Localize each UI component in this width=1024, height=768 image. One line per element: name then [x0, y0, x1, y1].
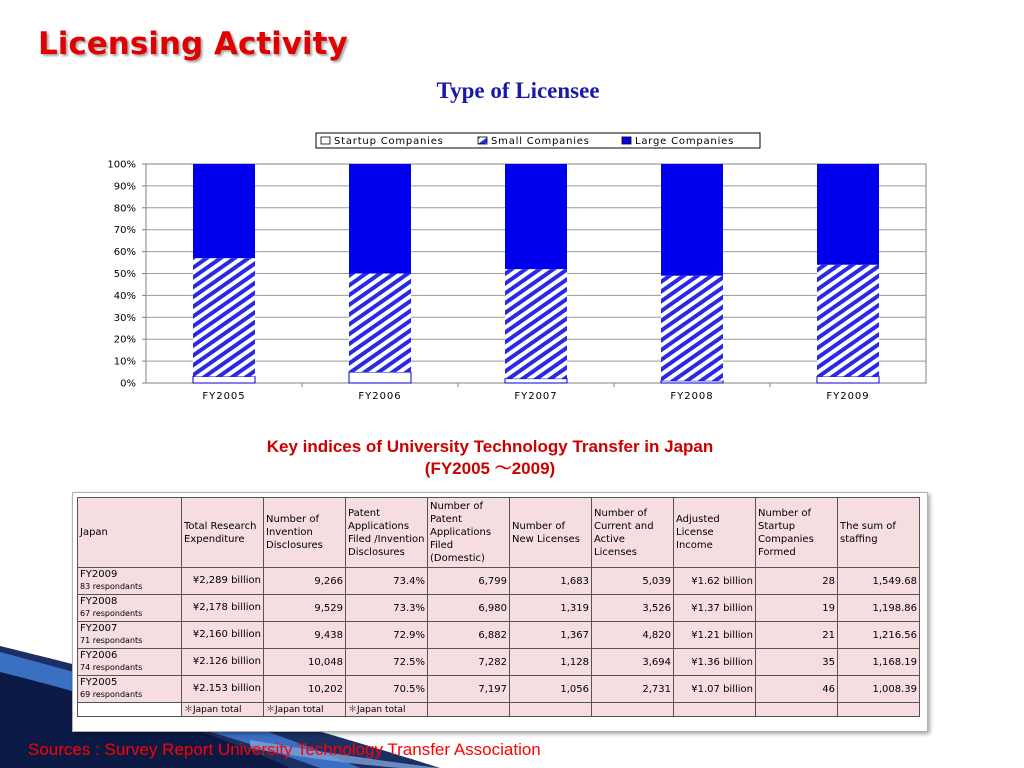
x-tick-label: FY2009	[826, 391, 870, 402]
legend-label: Startup Companies	[334, 136, 444, 147]
row-year: FY2009	[80, 569, 118, 580]
row-respondents: 67 respondents	[80, 609, 143, 618]
startups-cell: 35	[756, 649, 838, 676]
x-tick-label: FY2007	[514, 391, 558, 402]
header-cell: Adjusted License Income	[674, 498, 756, 568]
row-year: FY2007	[80, 623, 118, 634]
table-row	[78, 676, 920, 703]
staffing-cell: 1,168.19	[838, 649, 920, 676]
y-tick-label: 40%	[113, 290, 136, 302]
row-header	[78, 649, 182, 676]
table-footnote-row	[78, 703, 920, 717]
footnote-cell: ＊Japan total	[346, 703, 428, 717]
table-row	[78, 595, 920, 622]
header-cell: Number of Invention Disclosures	[264, 498, 346, 568]
row-header	[78, 595, 182, 622]
row-year: FY2005	[80, 677, 118, 688]
x-tick-label: FY2008	[670, 391, 714, 402]
table-row	[78, 622, 920, 649]
table-title-line1: Key indices of University Technology Transfer in Japan	[266, 437, 714, 456]
expenditure-cell: ¥2.126 billion	[182, 649, 264, 676]
row-header	[78, 568, 182, 595]
row-header	[78, 676, 182, 703]
header-cell: Number of Current and Active Licenses	[592, 498, 674, 568]
y-tick-label: 90%	[113, 181, 136, 193]
header-cell: Japan	[78, 498, 182, 568]
patents-cell: 6,980	[428, 595, 510, 622]
row-respondents: 69 respondants	[80, 690, 143, 699]
disclosures-cell: 10,048	[264, 649, 346, 676]
disclosures-cell: 9,438	[264, 622, 346, 649]
income-cell: ¥1.62 billion	[674, 568, 756, 595]
y-tick-label: 50%	[113, 269, 136, 280]
row-respondents: 71 respondants	[80, 636, 143, 645]
ratio-cell: 72.9%	[346, 622, 428, 649]
y-tick-label: 10%	[113, 356, 136, 368]
header-cell: Patent Applications Filed /Invention Disclosures	[346, 498, 428, 568]
active-licenses-cell: 3,694	[592, 649, 674, 676]
y-tick-label: 100%	[107, 159, 136, 171]
header-cell: Number of Patent Applications Filed (Domestic)	[428, 498, 510, 568]
staffing-cell: 1,216.56	[838, 622, 920, 649]
row-respondents: 74 respondants	[80, 663, 143, 672]
footnote-cell: ＊Japan total	[182, 703, 264, 717]
y-tick-label: 30%	[113, 312, 136, 324]
active-licenses-cell: 3,526	[592, 595, 674, 622]
staffing-cell: 1,008.39	[838, 676, 920, 703]
new-licenses-cell: 1,367	[510, 622, 592, 649]
y-tick-label: 80%	[113, 203, 136, 215]
table-title-line2: (FY2005 ～2009)	[424, 459, 556, 478]
sources-note: Sources : Survey Report University Technology Transfer Association	[28, 740, 541, 759]
active-licenses-cell: 2,731	[592, 676, 674, 703]
footnote-empty	[674, 703, 756, 717]
chart-title: Type of Licensee	[436, 78, 600, 103]
income-cell: ¥1.37 billion	[674, 595, 756, 622]
header-cell: The sum of staffing	[838, 498, 920, 568]
active-licenses-cell: 4,820	[592, 622, 674, 649]
disclosures-cell: 9,266	[264, 568, 346, 595]
patents-cell: 7,282	[428, 649, 510, 676]
legend-label: Small Companies	[491, 136, 590, 147]
startups-cell: 19	[756, 595, 838, 622]
indices-table	[77, 497, 920, 717]
row-year: FY2006	[80, 650, 118, 661]
footnote-empty	[838, 703, 920, 717]
expenditure-cell: ¥2,178 billion	[182, 595, 264, 622]
row-respondents: 83 respondants	[80, 582, 143, 591]
header-cell: Number of Startup Companies Formed	[756, 498, 838, 568]
y-tick-label: 0%	[120, 378, 136, 390]
table-container	[72, 492, 928, 732]
x-tick-label: FY2006	[358, 391, 402, 402]
income-cell: ¥1.07 billion	[674, 676, 756, 703]
patents-cell: 6,882	[428, 622, 510, 649]
new-licenses-cell: 1,056	[510, 676, 592, 703]
startups-cell: 28	[756, 568, 838, 595]
new-licenses-cell: 1,128	[510, 649, 592, 676]
x-tick-label: FY2005	[202, 391, 246, 402]
income-cell: ¥1.36 billion	[674, 649, 756, 676]
ratio-cell: 72.5%	[346, 649, 428, 676]
expenditure-cell: ¥2,160 billion	[182, 622, 264, 649]
table-header-row	[78, 498, 920, 568]
header-cell: Total Research Expenditure	[182, 498, 264, 568]
y-tick-label: 60%	[113, 247, 136, 259]
startups-cell: 46	[756, 676, 838, 703]
row-header	[78, 622, 182, 649]
header-cell: Number of New Licenses	[510, 498, 592, 568]
expenditure-cell: ¥2.153 billion	[182, 676, 264, 703]
row-year: FY2008	[80, 596, 118, 607]
footnote-empty	[510, 703, 592, 717]
patents-cell: 6,799	[428, 568, 510, 595]
disclosures-cell: 10,202	[264, 676, 346, 703]
patents-cell: 7,197	[428, 676, 510, 703]
y-tick-label: 70%	[113, 225, 136, 237]
expenditure-cell: ¥2,289 billion	[182, 568, 264, 595]
disclosures-cell: 9,529	[264, 595, 346, 622]
ratio-cell: 73.4%	[346, 568, 428, 595]
y-tick-label: 20%	[113, 334, 136, 346]
footnote-empty	[756, 703, 838, 717]
new-licenses-cell: 1,683	[510, 568, 592, 595]
footnote-empty	[428, 703, 510, 717]
startups-cell: 21	[756, 622, 838, 649]
ratio-cell: 73.3%	[346, 595, 428, 622]
table-row	[78, 568, 920, 595]
staffing-cell: 1,198.86	[838, 595, 920, 622]
table-row	[78, 649, 920, 676]
income-cell: ¥1.21 billion	[674, 622, 756, 649]
footnote-blank	[78, 703, 182, 717]
ratio-cell: 70.5%	[346, 676, 428, 703]
footnote-cell: ＊Japan total	[264, 703, 346, 717]
new-licenses-cell: 1,319	[510, 595, 592, 622]
legend-label: Large Companies	[635, 136, 735, 147]
active-licenses-cell: 5,039	[592, 568, 674, 595]
slide-title: Licensing Activity	[38, 26, 348, 62]
staffing-cell: 1,549.68	[838, 568, 920, 595]
footnote-empty	[592, 703, 674, 717]
